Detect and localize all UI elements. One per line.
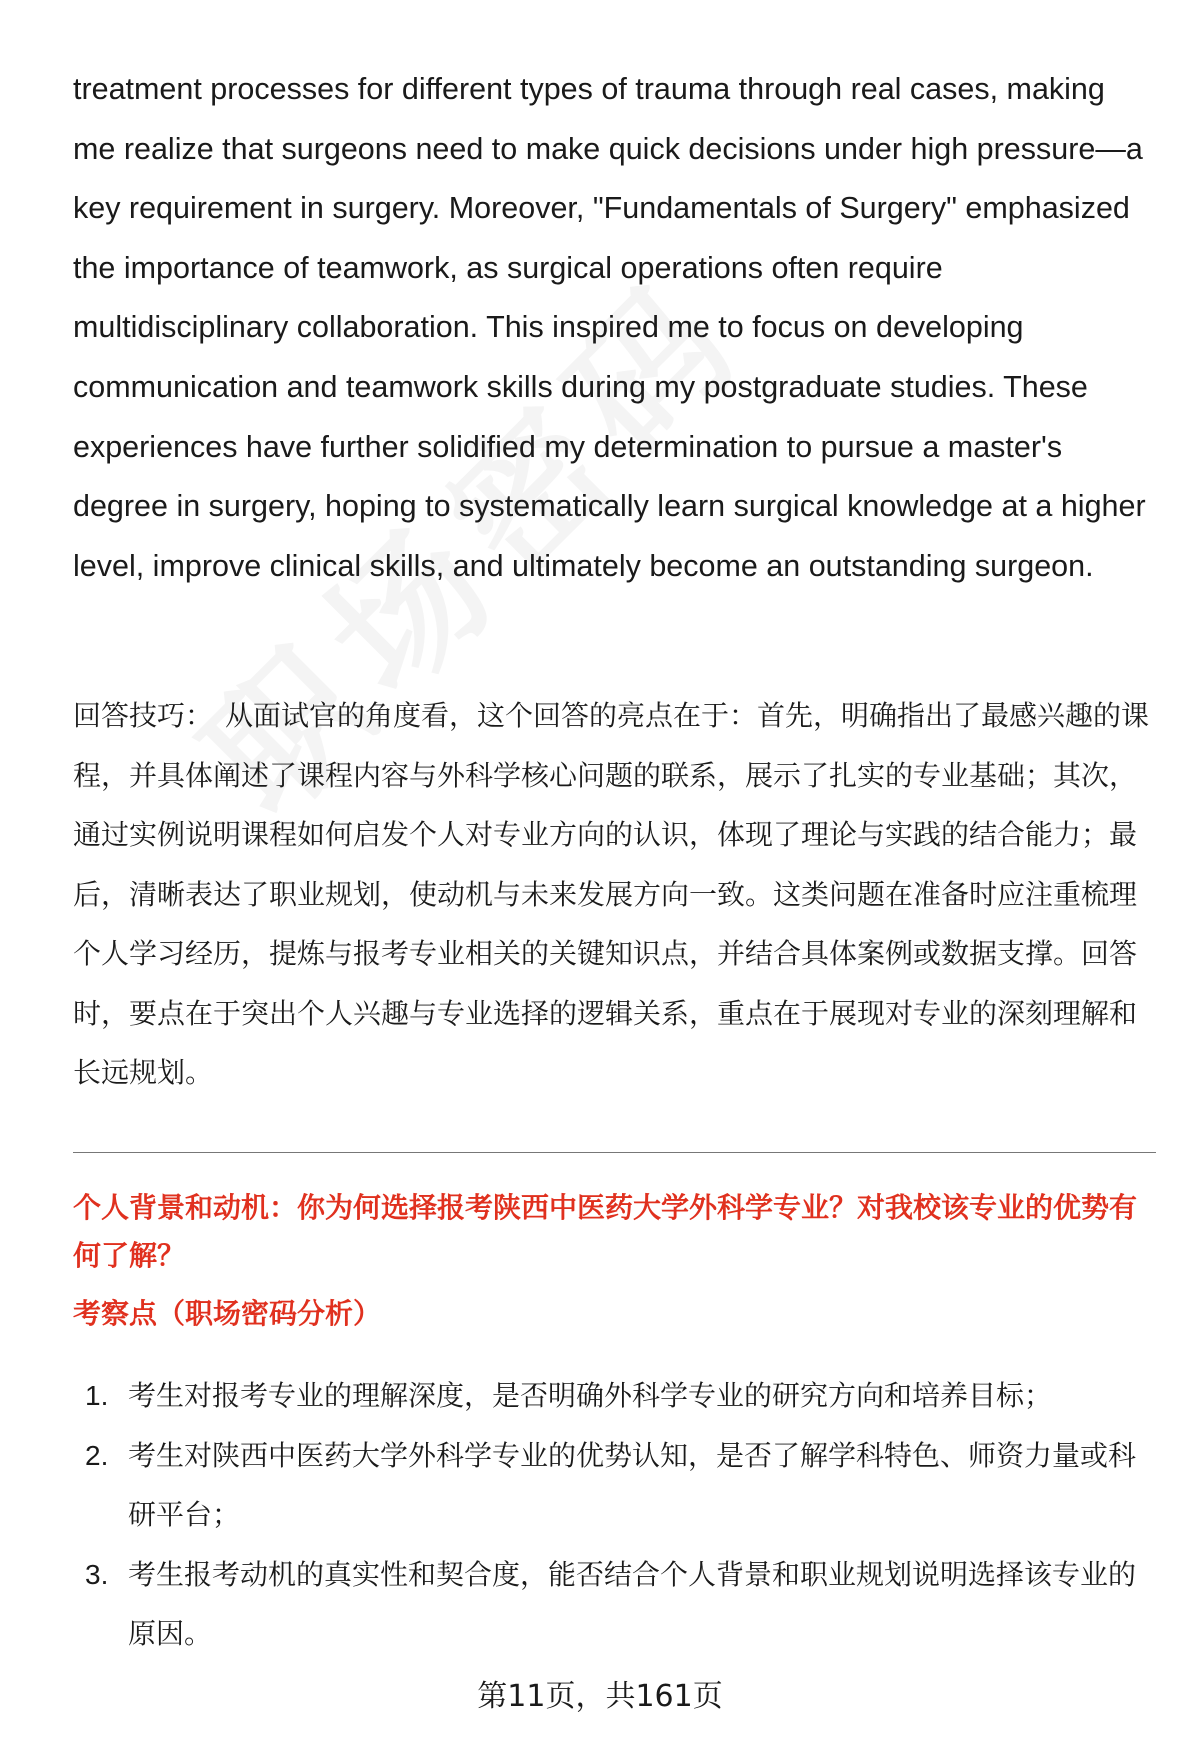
page-number-footer: 第11页，共161页	[477, 1679, 723, 1714]
answer-tips-paragraph	[73, 686, 1158, 1103]
list-item-text: 考生对报考专业的理解深度，是否明确外科学专业的研究方向和培养目标；	[128, 1379, 1053, 1412]
list-item-number: 3.	[85, 1558, 109, 1590]
assessment-points-title: 考察点（职场密码分析）	[73, 1297, 382, 1330]
section-divider	[73, 1152, 1156, 1153]
list-item-number: 1.	[85, 1380, 109, 1411]
answer-paragraph-english: treatment processes for different types of trauma through real cases, making me realize that surgeons need to make quick decisions under high pressure—a key requirement in surgery. Moreover, "Fundamentals of Surgery" emphasized the importance of teamwork, as surgical operations often require multidisciplinary collaboration. This inspired me to focus on developing communication and teamwork skills during my postgraduate studies. These experiences have further solidified my determination to pursue a master's degree in surgery, hoping to systematically learn surgical knowledge at a higher level, improve clinical skills, and ultimately become an outstanding surgeon.	[73, 72, 1146, 583]
list-item	[73, 1545, 1158, 1664]
list-item	[73, 1426, 1158, 1545]
list-item-number: 2.	[85, 1439, 109, 1471]
answer-tips-label: 回答技巧：	[73, 699, 214, 732]
assessment-points-list	[73, 1366, 1158, 1664]
list-item	[73, 1366, 1158, 1426]
list-item-text: 考生报考动机的真实性和契合度，能否结合个人背景和职业规划说明选择该专业的原因。	[128, 1557, 1137, 1650]
list-item-text: 考生对陕西中医药大学外科学专业的优势认知，是否了解学科特色、师资力量或科研平台；	[128, 1438, 1137, 1531]
answer-tips-text: 从面试官的角度看，这个回答的亮点在于：首先，明确指出了最感兴趣的课程，并具体阐述了课程内容与外科学核心问题的联系，展示了扎实的专业基础；其次，通过实例说明课程如何启发个人对专业方向的认识，体现了理论与实践的结合能力；最后，清晰表达了职业规划，使动机与未来发展方向一致。这类问题在准备时应注重梳理个人学习经历，提炼与报考专业相关的关键知识点，并结合具体案例或数据支撑。回答时，要点在于突出个人兴趣与专业选择的逻辑关系，重点在于展现对专业的深刻理解和长远规划。	[73, 699, 1150, 1089]
question-title: 个人背景和动机：你为何选择报考陕西中医药大学外科学专业？对我校该专业的优势有何了解？	[73, 1191, 1138, 1272]
